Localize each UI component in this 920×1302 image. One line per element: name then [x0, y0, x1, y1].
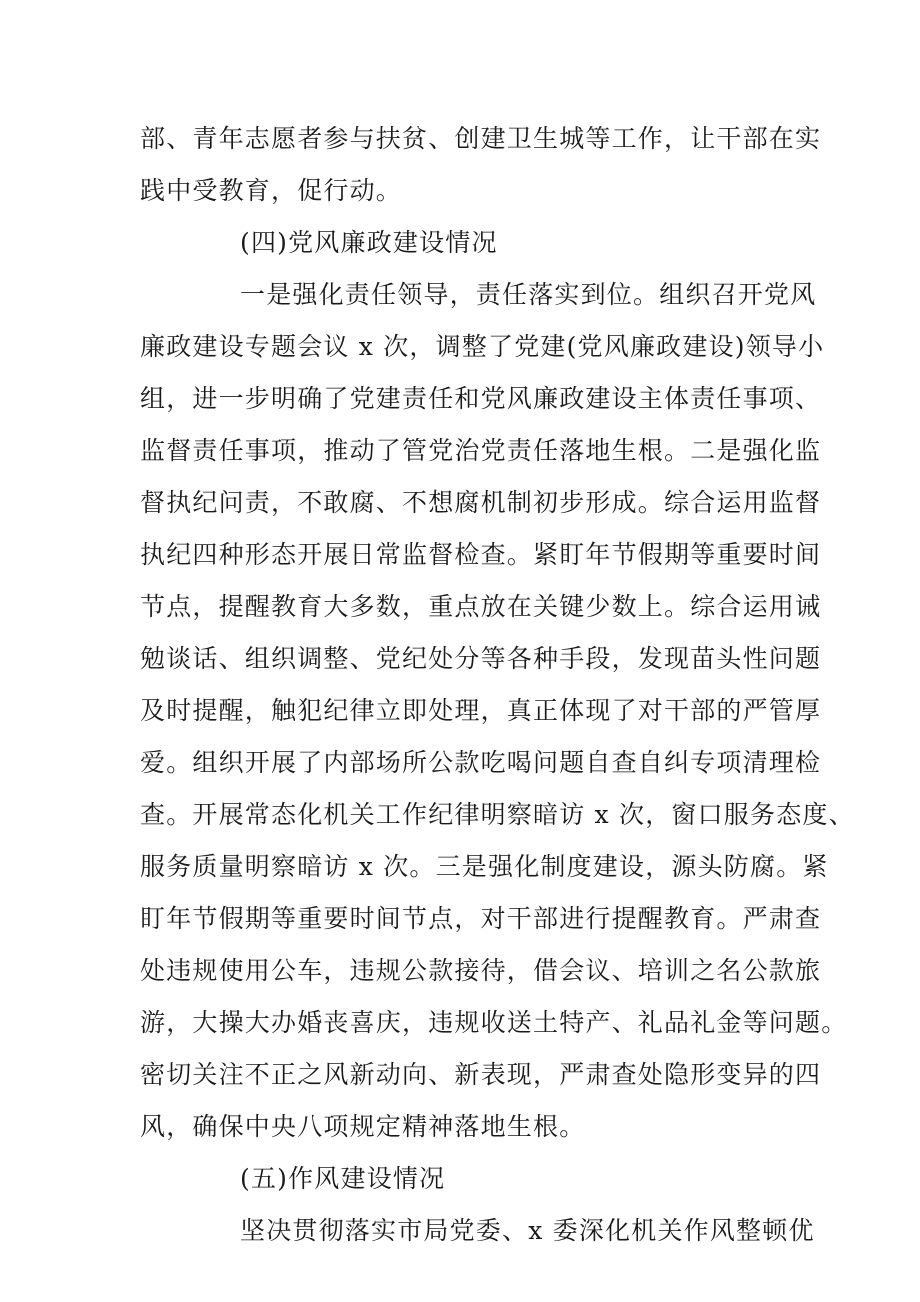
document-body [140, 113, 855, 1257]
paragraph-line: 监督责任事项，推动了管党治党责任落地生根。二是强化监 [140, 436, 822, 465]
paragraph-line: 服务质量明察暗访 x 次。三是强化制度建设，源头防腐。紧 [140, 852, 829, 881]
paragraph-line: 风，确保中央八项规定精神落地生根。 [140, 1112, 586, 1141]
paragraph-line: 坚决贯彻落实市局党委、x 委深化机关作风整顿优 [240, 1216, 815, 1245]
paragraph-line: 部、青年志愿者参与扶贫、创建卫生城等工作，让干部在实 [140, 124, 822, 153]
paragraph-line: 组，进一步明确了党建责任和党风廉政建设主体责任事项、 [140, 384, 822, 413]
paragraph-line: 爱。组织开展了内部场所公款吃喝问题自查自纠专项清理检 [140, 748, 822, 777]
paragraph-line: 践中受教育，促行动。 [140, 176, 403, 205]
paragraph-line: 查。开展常态化机关工作纪律明察暗访 x 次，窗口服务态度、 [140, 800, 855, 829]
paragraph-line: 一是强化责任领导，责任落实到位。组织召开党风 [240, 280, 817, 309]
paragraph-line: 盯年节假期等重要时间节点，对干部进行提醒教育。严肃查 [140, 904, 822, 933]
paragraph-line: 廉政建设专题会议 x 次，调整了党建(党风廉政建设)领导小 [140, 332, 825, 361]
paragraph-line: 处违规使用公车，违规公款接待，借会议、培训之名公款旅 [140, 956, 822, 985]
paragraph-line: 密切关注不正之风新动向、新表现，严肃查处隐形变异的四 [140, 1060, 822, 1089]
paragraph-line: 及时提醒，触犯纪律立即处理，真正体现了对干部的严管厚 [140, 696, 822, 725]
paragraph-line: 执纪四种形态开展日常监督检查。紧盯年节假期等重要时间 [140, 540, 822, 569]
paragraph-line: 督执纪问责，不敢腐、不想腐机制初步形成。综合运用监督 [140, 488, 822, 517]
paragraph-line: 勉谈话、组织调整、党纪处分等各种手段，发现苗头性问题 [140, 644, 822, 673]
section-heading-5: (五)作风建设情况 [240, 1164, 446, 1193]
paragraph-line: 游，大操大办婚丧喜庆，违规收送土特产、礼品礼金等问题。 [140, 1008, 848, 1037]
section-heading-4: (四)党风廉政建设情况 [240, 228, 498, 257]
paragraph-line: 节点，提醒教育大多数，重点放在关键少数上。综合运用诫 [140, 592, 822, 621]
